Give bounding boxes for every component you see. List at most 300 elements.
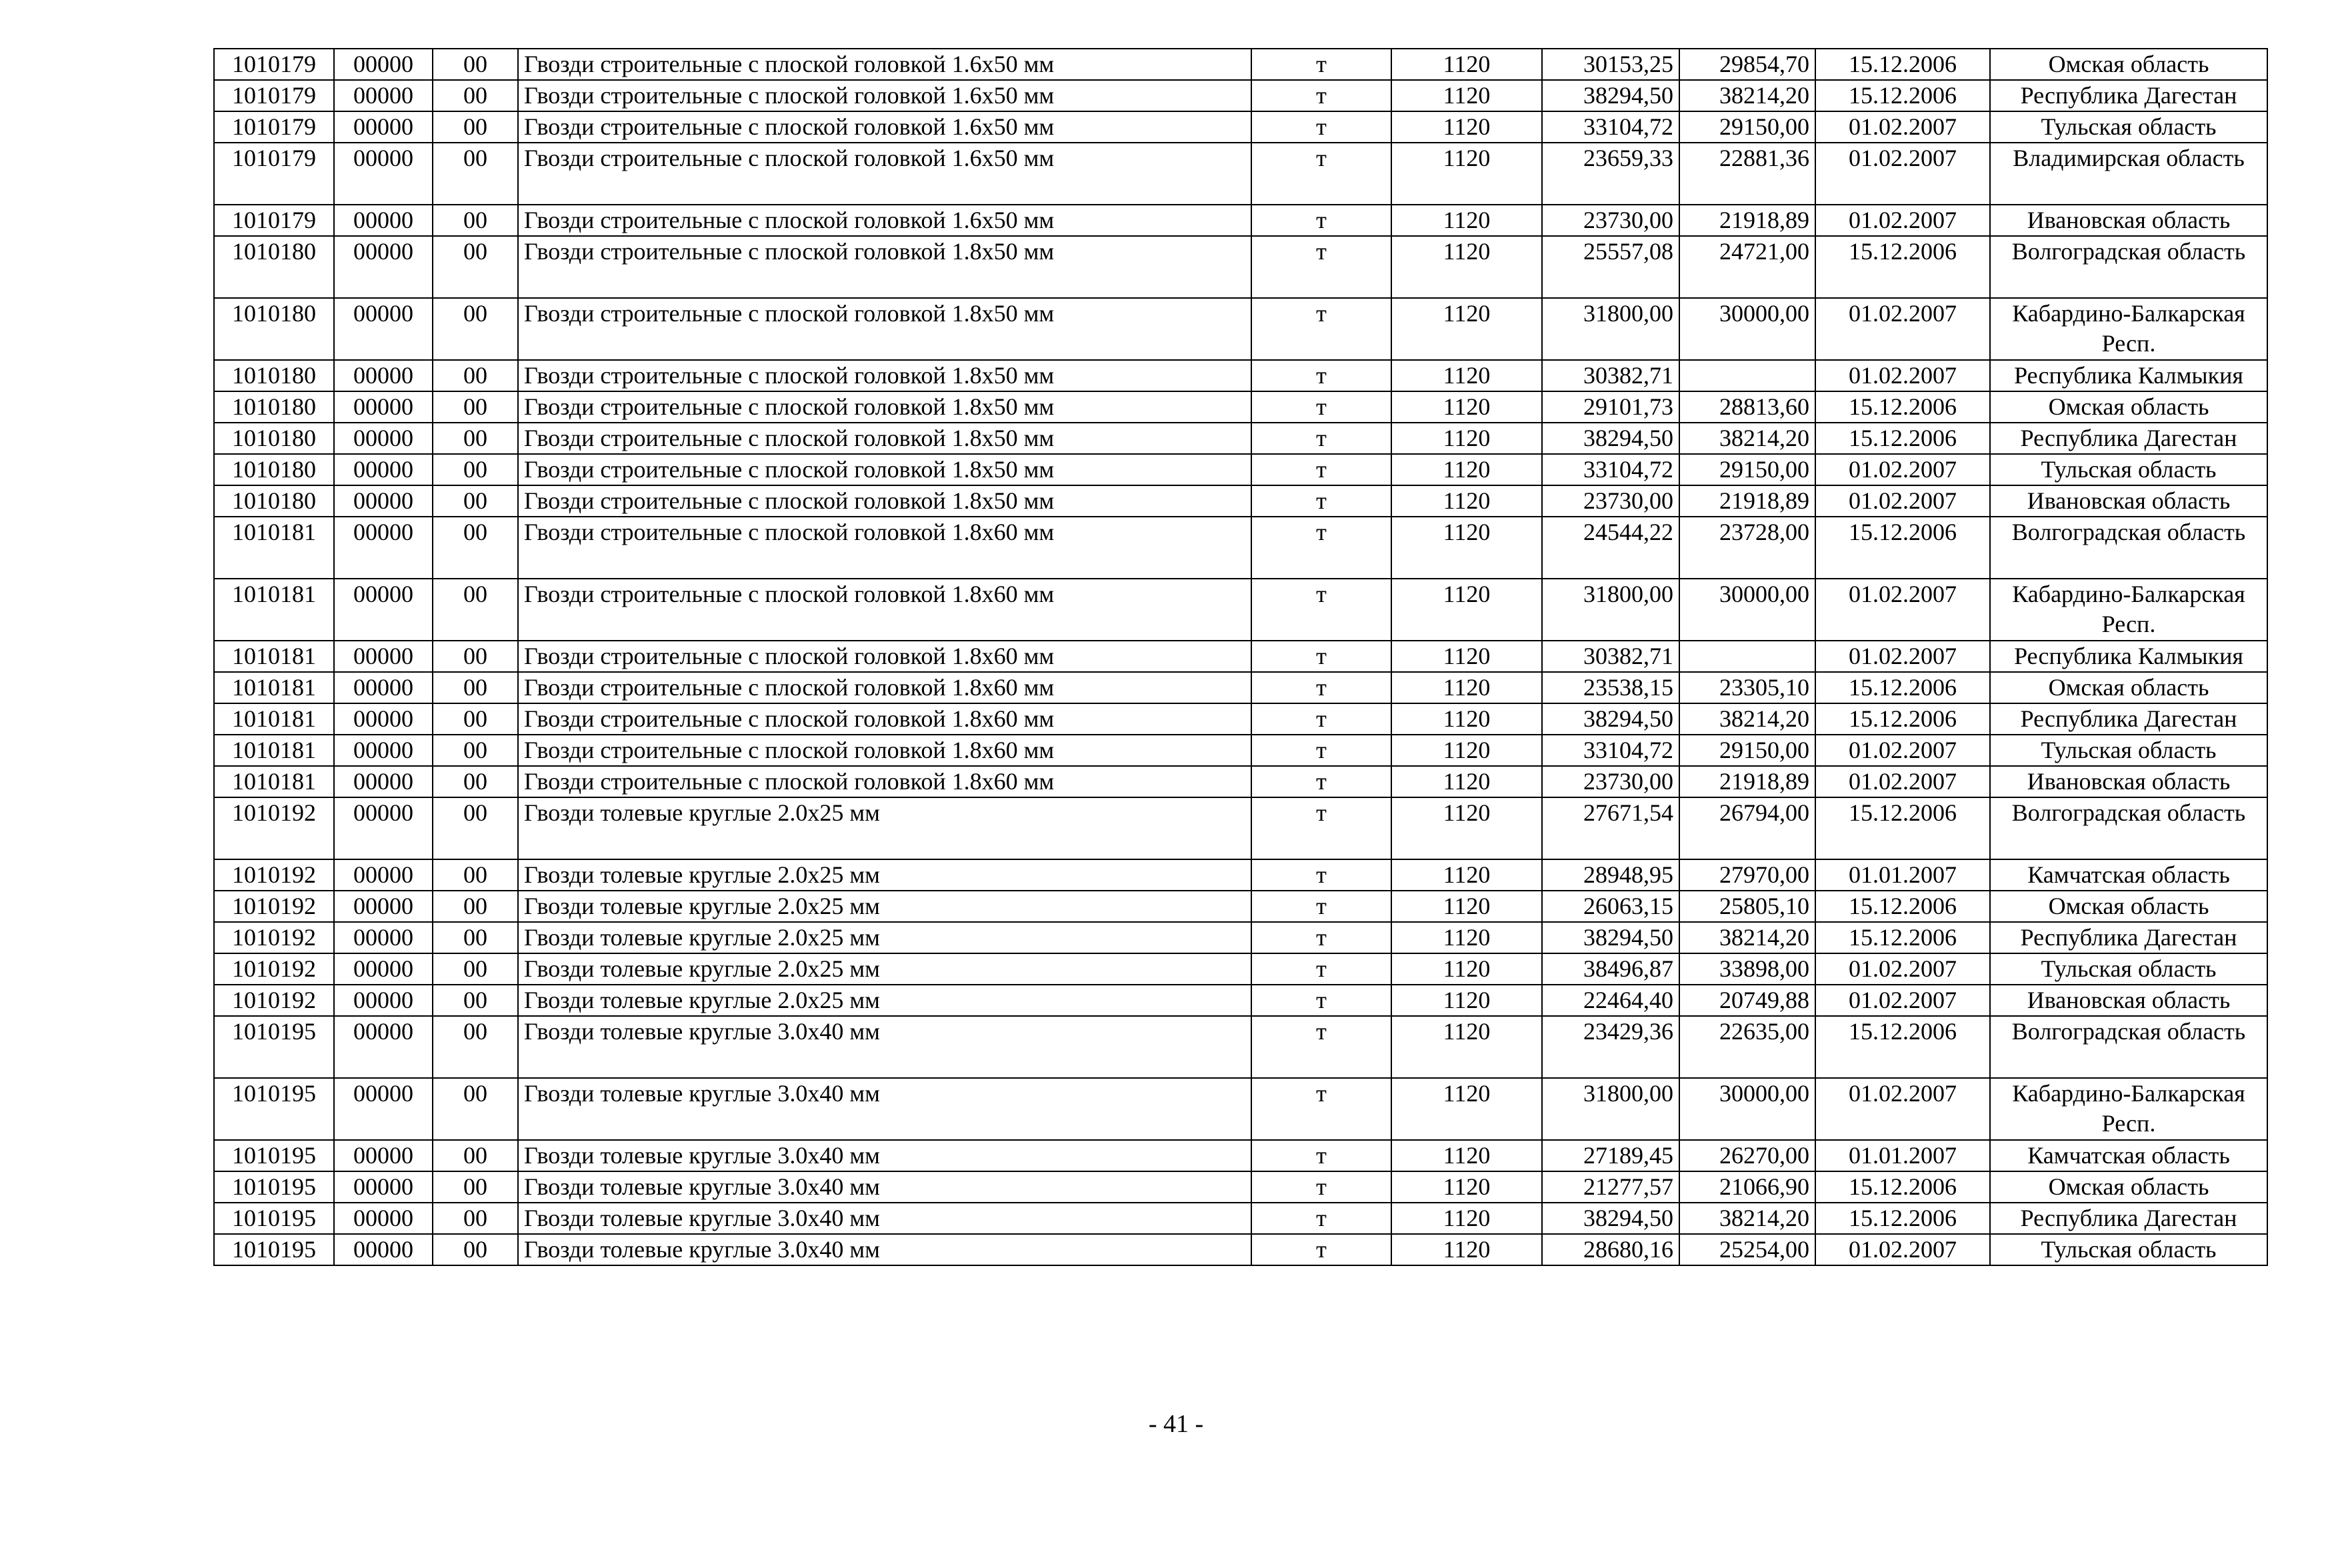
cell-date: 01.02.2007 <box>1815 1234 1990 1265</box>
table-row <box>214 641 2267 672</box>
cell-price-1: 27671,54 <box>1542 797 1679 859</box>
cell-price-2: 38214,20 <box>1679 1203 1815 1234</box>
table-row <box>214 360 2267 391</box>
cell-unit: т <box>1251 1078 1391 1140</box>
cell-product-name: Гвозди толевые круглые 2.0x25 мм <box>518 922 1251 953</box>
cell-quantity: 1120 <box>1391 49 1542 80</box>
table-row <box>214 766 2267 797</box>
cell-price-2: 38214,20 <box>1679 80 1815 111</box>
cell-price-1: 28680,16 <box>1542 1234 1679 1265</box>
cell-quantity: 1120 <box>1391 1078 1542 1140</box>
cell-code: 1010192 <box>214 985 334 1016</box>
cell-code: 1010195 <box>214 1171 334 1203</box>
cell-date: 15.12.2006 <box>1815 1016 1990 1078</box>
cell-date: 01.02.2007 <box>1815 766 1990 797</box>
cell-date: 01.02.2007 <box>1815 143 1990 205</box>
cell-code: 1010195 <box>214 1234 334 1265</box>
cell-region: Тульская область <box>1990 1234 2267 1265</box>
cell-code: 1010192 <box>214 922 334 953</box>
cell-num: 00 <box>433 1078 518 1140</box>
cell-code: 1010181 <box>214 672 334 703</box>
cell-num: 00 <box>433 1016 518 1078</box>
cell-price-2: 30000,00 <box>1679 1078 1815 1140</box>
cell-quantity: 1120 <box>1391 391 1542 423</box>
cell-region: Тульская область <box>1990 111 2267 143</box>
cell-date: 01.02.2007 <box>1815 1078 1990 1140</box>
table-row <box>214 1171 2267 1203</box>
cell-quantity: 1120 <box>1391 1016 1542 1078</box>
cell-code: 1010179 <box>214 143 334 205</box>
cell-quantity: 1120 <box>1391 1234 1542 1265</box>
cell-price-1: 31800,00 <box>1542 579 1679 641</box>
cell-product-name: Гвозди толевые круглые 3.0x40 мм <box>518 1203 1251 1234</box>
cell-num: 00 <box>433 641 518 672</box>
cell-price-1: 24544,22 <box>1542 517 1679 579</box>
cell-num: 00 <box>433 1203 518 1234</box>
cell-price-2: 29150,00 <box>1679 454 1815 485</box>
cell-region: Тульская область <box>1990 953 2267 985</box>
cell-num: 00 <box>433 1234 518 1265</box>
cell-price-2: 28813,60 <box>1679 391 1815 423</box>
cell-price-1: 23730,00 <box>1542 766 1679 797</box>
cell-code: 1010195 <box>214 1078 334 1140</box>
cell-price-2: 38214,20 <box>1679 423 1815 454</box>
cell-region: Омская область <box>1990 49 2267 80</box>
cell-quantity: 1120 <box>1391 953 1542 985</box>
table-row <box>214 579 2267 641</box>
price-table <box>213 48 2268 1266</box>
cell-unit: т <box>1251 236 1391 298</box>
cell-price-2: 26794,00 <box>1679 797 1815 859</box>
cell-price-1: 38294,50 <box>1542 703 1679 735</box>
cell-price-2: 29150,00 <box>1679 735 1815 766</box>
cell-subcode: 00000 <box>334 485 433 517</box>
cell-unit: т <box>1251 859 1391 891</box>
cell-product-name: Гвозди толевые круглые 3.0x40 мм <box>518 1078 1251 1140</box>
cell-product-name: Гвозди толевые круглые 3.0x40 мм <box>518 1234 1251 1265</box>
cell-quantity: 1120 <box>1391 1140 1542 1171</box>
cell-date: 15.12.2006 <box>1815 1203 1990 1234</box>
cell-price-1: 38294,50 <box>1542 922 1679 953</box>
cell-num: 00 <box>433 985 518 1016</box>
table-row <box>214 1016 2267 1078</box>
cell-num: 00 <box>433 391 518 423</box>
cell-quantity: 1120 <box>1391 298 1542 360</box>
cell-date: 15.12.2006 <box>1815 1171 1990 1203</box>
cell-num: 00 <box>433 205 518 236</box>
cell-product-name: Гвозди строительные с плоской головкой 1.8x50 мм <box>518 360 1251 391</box>
table-row <box>214 517 2267 579</box>
cell-code: 1010195 <box>214 1203 334 1234</box>
cell-product-name: Гвозди строительные с плоской головкой 1.8x60 мм <box>518 703 1251 735</box>
cell-num: 00 <box>433 485 518 517</box>
cell-region: Омская область <box>1990 1171 2267 1203</box>
cell-quantity: 1120 <box>1391 111 1542 143</box>
cell-region: Камчатская область <box>1990 1140 2267 1171</box>
cell-quantity: 1120 <box>1391 797 1542 859</box>
cell-quantity: 1120 <box>1391 454 1542 485</box>
table-row <box>214 205 2267 236</box>
cell-quantity: 1120 <box>1391 891 1542 922</box>
cell-code: 1010180 <box>214 454 334 485</box>
cell-product-name: Гвозди строительные с плоской головкой 1.8x50 мм <box>518 391 1251 423</box>
cell-date: 15.12.2006 <box>1815 797 1990 859</box>
cell-region: Ивановская область <box>1990 766 2267 797</box>
cell-date: 01.02.2007 <box>1815 953 1990 985</box>
cell-region: Республика Дагестан <box>1990 703 2267 735</box>
cell-date: 01.02.2007 <box>1815 735 1990 766</box>
cell-quantity: 1120 <box>1391 985 1542 1016</box>
cell-price-1: 33104,72 <box>1542 111 1679 143</box>
cell-price-1: 33104,72 <box>1542 735 1679 766</box>
cell-product-name: Гвозди строительные с плоской головкой 1.8x60 мм <box>518 735 1251 766</box>
cell-subcode: 00000 <box>334 111 433 143</box>
cell-date: 15.12.2006 <box>1815 236 1990 298</box>
table-row <box>214 423 2267 454</box>
cell-product-name: Гвозди толевые круглые 3.0x40 мм <box>518 1140 1251 1171</box>
cell-num: 00 <box>433 298 518 360</box>
cell-code: 1010179 <box>214 49 334 80</box>
cell-date: 01.02.2007 <box>1815 360 1990 391</box>
cell-unit: т <box>1251 735 1391 766</box>
cell-product-name: Гвозди строительные с плоской головкой 1.8x50 мм <box>518 423 1251 454</box>
cell-unit: т <box>1251 922 1391 953</box>
cell-quantity: 1120 <box>1391 143 1542 205</box>
table-row <box>214 985 2267 1016</box>
cell-num: 00 <box>433 703 518 735</box>
cell-price-2 <box>1679 641 1815 672</box>
cell-price-1: 38496,87 <box>1542 953 1679 985</box>
table-row <box>214 49 2267 80</box>
cell-price-2: 29150,00 <box>1679 111 1815 143</box>
cell-code: 1010179 <box>214 205 334 236</box>
cell-num: 00 <box>433 454 518 485</box>
cell-code: 1010192 <box>214 797 334 859</box>
cell-unit: т <box>1251 143 1391 205</box>
cell-quantity: 1120 <box>1391 703 1542 735</box>
cell-price-1: 33104,72 <box>1542 454 1679 485</box>
cell-code: 1010181 <box>214 517 334 579</box>
cell-quantity: 1120 <box>1391 517 1542 579</box>
cell-unit: т <box>1251 1203 1391 1234</box>
cell-code: 1010181 <box>214 766 334 797</box>
cell-subcode: 00000 <box>334 922 433 953</box>
cell-subcode: 00000 <box>334 1078 433 1140</box>
cell-price-1: 38294,50 <box>1542 423 1679 454</box>
cell-price-1: 30153,25 <box>1542 49 1679 80</box>
cell-region: Республика Калмыкия <box>1990 360 2267 391</box>
cell-region: Ивановская область <box>1990 485 2267 517</box>
cell-unit: т <box>1251 1234 1391 1265</box>
cell-num: 00 <box>433 735 518 766</box>
cell-code: 1010181 <box>214 735 334 766</box>
cell-quantity: 1120 <box>1391 1203 1542 1234</box>
cell-region: Волгоградская область <box>1990 1016 2267 1078</box>
cell-date: 01.01.2007 <box>1815 1140 1990 1171</box>
table-row <box>214 454 2267 485</box>
cell-num: 00 <box>433 49 518 80</box>
cell-date: 01.02.2007 <box>1815 579 1990 641</box>
cell-price-2: 33898,00 <box>1679 953 1815 985</box>
table-row <box>214 1078 2267 1140</box>
cell-subcode: 00000 <box>334 1203 433 1234</box>
cell-product-name: Гвозди строительные с плоской головкой 1.8x50 мм <box>518 485 1251 517</box>
table-row <box>214 953 2267 985</box>
cell-unit: т <box>1251 80 1391 111</box>
cell-region: Ивановская область <box>1990 985 2267 1016</box>
cell-code: 1010180 <box>214 485 334 517</box>
cell-unit: т <box>1251 298 1391 360</box>
cell-price-1: 38294,50 <box>1542 1203 1679 1234</box>
cell-subcode: 00000 <box>334 859 433 891</box>
cell-region: Омская область <box>1990 391 2267 423</box>
cell-unit: т <box>1251 1140 1391 1171</box>
cell-date: 15.12.2006 <box>1815 703 1990 735</box>
cell-unit: т <box>1251 953 1391 985</box>
cell-product-name: Гвозди строительные с плоской головкой 1.8x60 мм <box>518 641 1251 672</box>
table-row <box>214 703 2267 735</box>
cell-region: Омская область <box>1990 891 2267 922</box>
cell-unit: т <box>1251 1171 1391 1203</box>
cell-price-1: 23429,36 <box>1542 1016 1679 1078</box>
cell-region: Волгоградская область <box>1990 236 2267 298</box>
cell-region: Республика Калмыкия <box>1990 641 2267 672</box>
cell-date: 15.12.2006 <box>1815 423 1990 454</box>
table-row <box>214 1140 2267 1171</box>
cell-unit: т <box>1251 423 1391 454</box>
table-row <box>214 735 2267 766</box>
cell-subcode: 00000 <box>334 703 433 735</box>
cell-date: 15.12.2006 <box>1815 891 1990 922</box>
cell-num: 00 <box>433 579 518 641</box>
cell-region: Республика Дагестан <box>1990 80 2267 111</box>
cell-subcode: 00000 <box>334 80 433 111</box>
cell-date: 01.02.2007 <box>1815 205 1990 236</box>
cell-code: 1010180 <box>214 360 334 391</box>
cell-product-name: Гвозди строительные с плоской головкой 1.8x60 мм <box>518 517 1251 579</box>
cell-subcode: 00000 <box>334 517 433 579</box>
page-number: - 41 - <box>1148 1410 1204 1438</box>
cell-date: 15.12.2006 <box>1815 517 1990 579</box>
cell-price-2: 24721,00 <box>1679 236 1815 298</box>
cell-subcode: 00000 <box>334 579 433 641</box>
cell-quantity: 1120 <box>1391 859 1542 891</box>
cell-region: Омская область <box>1990 672 2267 703</box>
cell-quantity: 1120 <box>1391 579 1542 641</box>
cell-quantity: 1120 <box>1391 360 1542 391</box>
cell-price-2: 21918,89 <box>1679 485 1815 517</box>
cell-price-1: 25557,08 <box>1542 236 1679 298</box>
table-row <box>214 1203 2267 1234</box>
cell-region: Республика Дагестан <box>1990 922 2267 953</box>
cell-price-2: 38214,20 <box>1679 703 1815 735</box>
table-row <box>214 236 2267 298</box>
cell-date: 01.02.2007 <box>1815 454 1990 485</box>
cell-subcode: 00000 <box>334 391 433 423</box>
table-row <box>214 298 2267 360</box>
cell-price-2: 22881,36 <box>1679 143 1815 205</box>
cell-quantity: 1120 <box>1391 423 1542 454</box>
cell-region: Кабардино-Балкарская Респ. <box>1990 298 2267 360</box>
cell-product-name: Гвозди толевые круглые 2.0x25 мм <box>518 859 1251 891</box>
cell-product-name: Гвозди толевые круглые 3.0x40 мм <box>518 1171 1251 1203</box>
cell-unit: т <box>1251 49 1391 80</box>
cell-num: 00 <box>433 766 518 797</box>
table-body <box>214 49 2267 1265</box>
table-row <box>214 922 2267 953</box>
cell-unit: т <box>1251 111 1391 143</box>
cell-subcode: 00000 <box>334 1016 433 1078</box>
cell-region: Кабардино-Балкарская Респ. <box>1990 579 2267 641</box>
cell-num: 00 <box>433 111 518 143</box>
cell-num: 00 <box>433 1140 518 1171</box>
cell-subcode: 00000 <box>334 360 433 391</box>
cell-num: 00 <box>433 143 518 205</box>
cell-product-name: Гвозди строительные с плоской головкой 1.6x50 мм <box>518 205 1251 236</box>
cell-product-name: Гвозди строительные с плоской головкой 1.8x60 мм <box>518 672 1251 703</box>
cell-product-name: Гвозди строительные с плоской головкой 1.6x50 мм <box>518 143 1251 205</box>
cell-price-2: 21918,89 <box>1679 766 1815 797</box>
cell-subcode: 00000 <box>334 641 433 672</box>
cell-unit: т <box>1251 766 1391 797</box>
cell-date: 01.02.2007 <box>1815 111 1990 143</box>
cell-subcode: 00000 <box>334 891 433 922</box>
cell-code: 1010180 <box>214 236 334 298</box>
table-row <box>214 797 2267 859</box>
cell-num: 00 <box>433 80 518 111</box>
cell-date: 15.12.2006 <box>1815 80 1990 111</box>
cell-price-1: 23730,00 <box>1542 485 1679 517</box>
cell-price-2: 23305,10 <box>1679 672 1815 703</box>
cell-product-name: Гвозди толевые круглые 2.0x25 мм <box>518 985 1251 1016</box>
cell-num: 00 <box>433 797 518 859</box>
cell-num: 00 <box>433 922 518 953</box>
cell-price-1: 28948,95 <box>1542 859 1679 891</box>
cell-subcode: 00000 <box>334 797 433 859</box>
cell-unit: т <box>1251 517 1391 579</box>
cell-price-1: 30382,71 <box>1542 641 1679 672</box>
cell-code: 1010179 <box>214 111 334 143</box>
cell-date: 01.01.2007 <box>1815 859 1990 891</box>
cell-region: Камчатская область <box>1990 859 2267 891</box>
cell-price-1: 26063,15 <box>1542 891 1679 922</box>
cell-code: 1010181 <box>214 641 334 672</box>
cell-num: 00 <box>433 236 518 298</box>
cell-quantity: 1120 <box>1391 735 1542 766</box>
cell-date: 01.02.2007 <box>1815 641 1990 672</box>
cell-price-2: 29854,70 <box>1679 49 1815 80</box>
cell-region: Республика Дагестан <box>1990 423 2267 454</box>
cell-price-2: 27970,00 <box>1679 859 1815 891</box>
table-row <box>214 1234 2267 1265</box>
cell-product-name: Гвозди толевые круглые 2.0x25 мм <box>518 891 1251 922</box>
cell-price-2: 25254,00 <box>1679 1234 1815 1265</box>
table-row <box>214 672 2267 703</box>
cell-code: 1010195 <box>214 1016 334 1078</box>
cell-code: 1010180 <box>214 298 334 360</box>
cell-code: 1010180 <box>214 391 334 423</box>
cell-unit: т <box>1251 672 1391 703</box>
cell-code: 1010180 <box>214 423 334 454</box>
cell-code: 1010192 <box>214 859 334 891</box>
cell-region: Республика Дагестан <box>1990 1203 2267 1234</box>
cell-unit: т <box>1251 891 1391 922</box>
cell-num: 00 <box>433 360 518 391</box>
cell-subcode: 00000 <box>334 766 433 797</box>
cell-price-2: 23728,00 <box>1679 517 1815 579</box>
cell-subcode: 00000 <box>334 735 433 766</box>
table-row <box>214 891 2267 922</box>
cell-price-1: 23538,15 <box>1542 672 1679 703</box>
cell-unit: т <box>1251 485 1391 517</box>
cell-subcode: 00000 <box>334 423 433 454</box>
cell-price-1: 27189,45 <box>1542 1140 1679 1171</box>
cell-date: 15.12.2006 <box>1815 672 1990 703</box>
cell-region: Волгоградская область <box>1990 797 2267 859</box>
cell-quantity: 1120 <box>1391 80 1542 111</box>
cell-price-2: 38214,20 <box>1679 922 1815 953</box>
cell-subcode: 00000 <box>334 143 433 205</box>
cell-subcode: 00000 <box>334 454 433 485</box>
cell-quantity: 1120 <box>1391 1171 1542 1203</box>
cell-region: Тульская область <box>1990 454 2267 485</box>
cell-code: 1010181 <box>214 703 334 735</box>
cell-date: 15.12.2006 <box>1815 49 1990 80</box>
table-row <box>214 111 2267 143</box>
cell-price-2 <box>1679 360 1815 391</box>
cell-quantity: 1120 <box>1391 922 1542 953</box>
cell-region: Кабардино-Балкарская Респ. <box>1990 1078 2267 1140</box>
cell-quantity: 1120 <box>1391 205 1542 236</box>
cell-price-2: 21066,90 <box>1679 1171 1815 1203</box>
cell-unit: т <box>1251 579 1391 641</box>
table-row <box>214 485 2267 517</box>
cell-region: Владимирская область <box>1990 143 2267 205</box>
cell-code: 1010181 <box>214 579 334 641</box>
cell-price-1: 21277,57 <box>1542 1171 1679 1203</box>
cell-unit: т <box>1251 391 1391 423</box>
cell-price-1: 30382,71 <box>1542 360 1679 391</box>
cell-price-2: 20749,88 <box>1679 985 1815 1016</box>
cell-price-1: 31800,00 <box>1542 1078 1679 1140</box>
cell-price-2: 22635,00 <box>1679 1016 1815 1078</box>
cell-product-name: Гвозди строительные с плоской головкой 1.8x60 мм <box>518 579 1251 641</box>
cell-num: 00 <box>433 1171 518 1203</box>
cell-code: 1010195 <box>214 1140 334 1171</box>
cell-unit: т <box>1251 205 1391 236</box>
cell-num: 00 <box>433 953 518 985</box>
cell-price-1: 22464,40 <box>1542 985 1679 1016</box>
cell-price-2: 30000,00 <box>1679 579 1815 641</box>
cell-date: 01.02.2007 <box>1815 298 1990 360</box>
cell-price-2: 30000,00 <box>1679 298 1815 360</box>
cell-subcode: 00000 <box>334 298 433 360</box>
cell-date: 01.02.2007 <box>1815 485 1990 517</box>
cell-unit: т <box>1251 454 1391 485</box>
cell-product-name: Гвозди строительные с плоской головкой 1.8x50 мм <box>518 454 1251 485</box>
cell-subcode: 00000 <box>334 236 433 298</box>
cell-num: 00 <box>433 423 518 454</box>
cell-quantity: 1120 <box>1391 766 1542 797</box>
cell-date: 01.02.2007 <box>1815 985 1990 1016</box>
cell-region: Тульская область <box>1990 735 2267 766</box>
cell-product-name: Гвозди толевые круглые 2.0x25 мм <box>518 953 1251 985</box>
cell-quantity: 1120 <box>1391 485 1542 517</box>
cell-num: 00 <box>433 891 518 922</box>
cell-price-1: 29101,73 <box>1542 391 1679 423</box>
cell-quantity: 1120 <box>1391 672 1542 703</box>
cell-price-1: 23730,00 <box>1542 205 1679 236</box>
